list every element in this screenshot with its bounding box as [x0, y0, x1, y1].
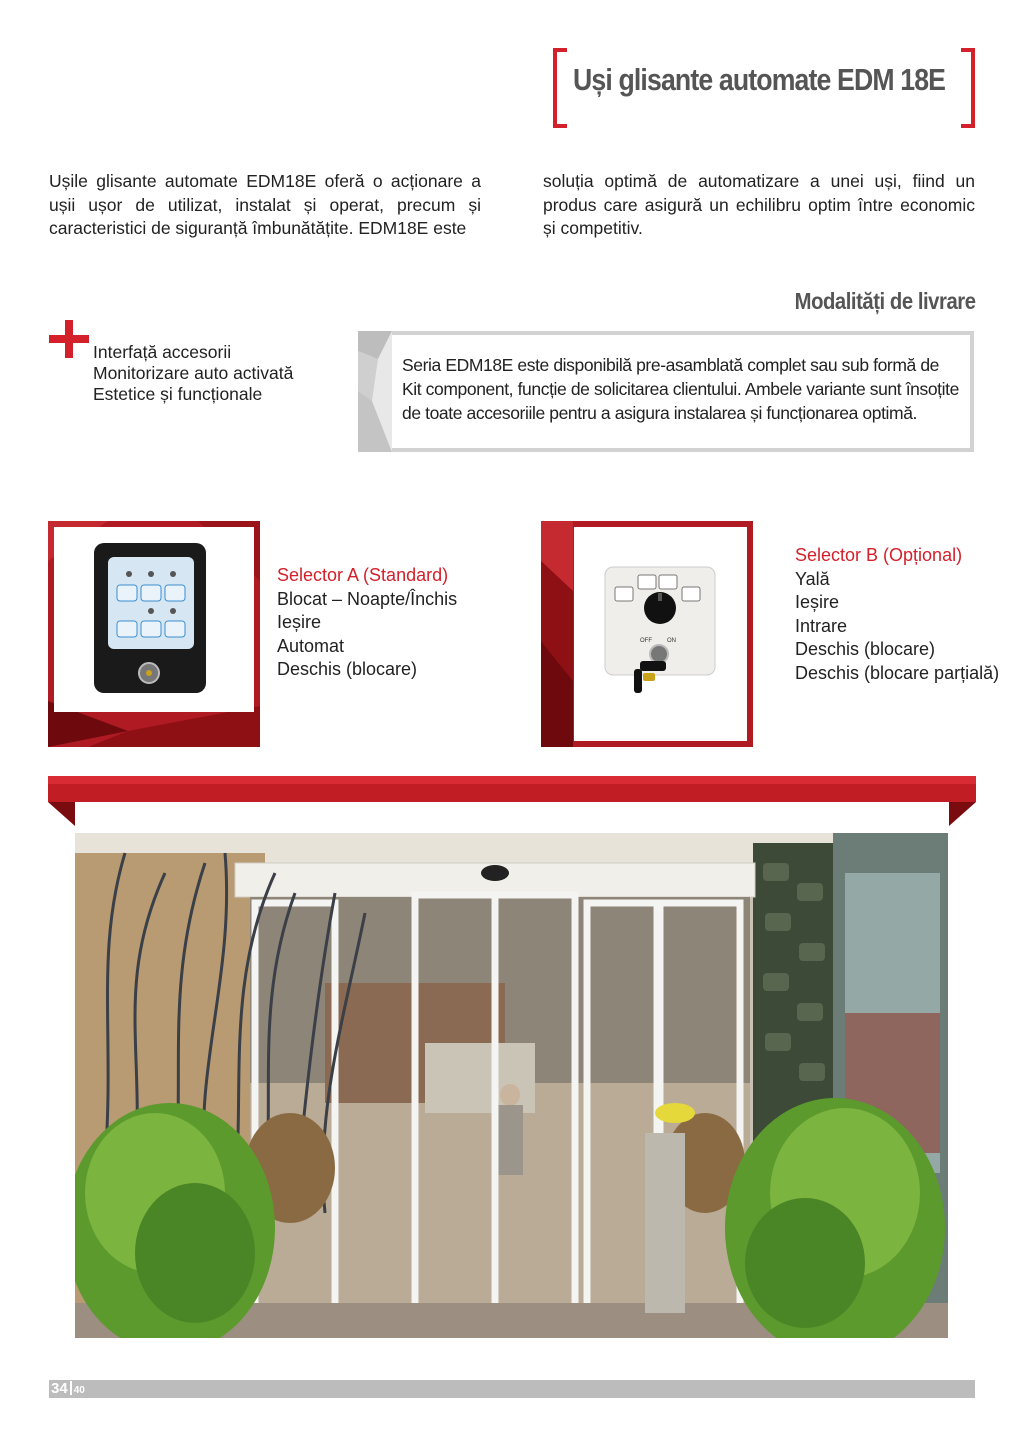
- selector-a-option: Ieșire: [277, 612, 322, 632]
- page-number: [51, 1380, 85, 1398]
- selector-b-frame: [541, 521, 753, 747]
- switch-off-label: OFF: [640, 638, 652, 644]
- delivery-text: Seria EDM18E este disponibilă pre-asamblată complet sau sub formă de Kit component, funcție de solicitarea clientului. Ambele variante sunt însoțite de toate accesoriile pentru a asigura instalarea și funcționarea optimă.: [402, 355, 959, 423]
- title-bracket-left: [553, 48, 567, 128]
- feature-item: Estetice și funcționale: [93, 384, 263, 404]
- selector-b-list: [795, 544, 999, 685]
- keypad-selector-image: [94, 543, 206, 693]
- intro-column-2: soluția optimă de automatizare a unei uși, fiind un produs care asigură un echilibru optim între economic și competitiv.: [543, 171, 975, 238]
- selector-a-option: Deschis (blocare): [277, 659, 418, 679]
- feature-list: [93, 342, 293, 405]
- key-switch-selector-image: [605, 567, 715, 693]
- selector-a-title: Selector A (Standard): [277, 565, 449, 585]
- selector-b-option: Deschis (blocare): [795, 639, 936, 659]
- intro-column-1: Ușile glisante automate EDM18E oferă o acționare a ușii ușor de utilizat, instalat și operat, precum și caracteristici de siguranță îmbunătățite. EDM18E este: [49, 171, 481, 238]
- selector-b-option: Intrare: [795, 615, 848, 636]
- red-banner: [48, 776, 976, 826]
- feature-item: Monitorizare auto activată: [93, 363, 294, 383]
- delivery-heading: Modalități de livrare: [795, 288, 976, 314]
- selector-a-list: [277, 564, 457, 682]
- plus-icon: [49, 320, 89, 358]
- selector-a-option: Blocat – Noapte/Închis: [277, 588, 458, 609]
- total-pages: 40: [73, 1385, 85, 1396]
- switch-on-label: ON: [667, 638, 676, 644]
- selector-a-option: Automat: [277, 635, 345, 656]
- current-page: 34: [51, 1380, 68, 1397]
- feature-item: Interfață accesorii: [93, 342, 232, 362]
- title-bracket-right: [961, 48, 975, 128]
- selector-b-option: Deschis (blocare parțială): [795, 662, 1000, 683]
- selector-b-option: Ieșire: [795, 592, 840, 612]
- page-separator: [70, 1381, 72, 1395]
- selector-b-title: Selector B (Opțional): [795, 545, 963, 565]
- page-title: Uși glisante automate EDM 18E: [573, 62, 946, 97]
- selector-a-frame: [48, 521, 260, 747]
- delivery-box-corner: [358, 331, 392, 452]
- sliding-door-photo: [75, 833, 948, 1338]
- footer-bar: [49, 1380, 975, 1398]
- selector-b-option: Yală: [795, 568, 830, 589]
